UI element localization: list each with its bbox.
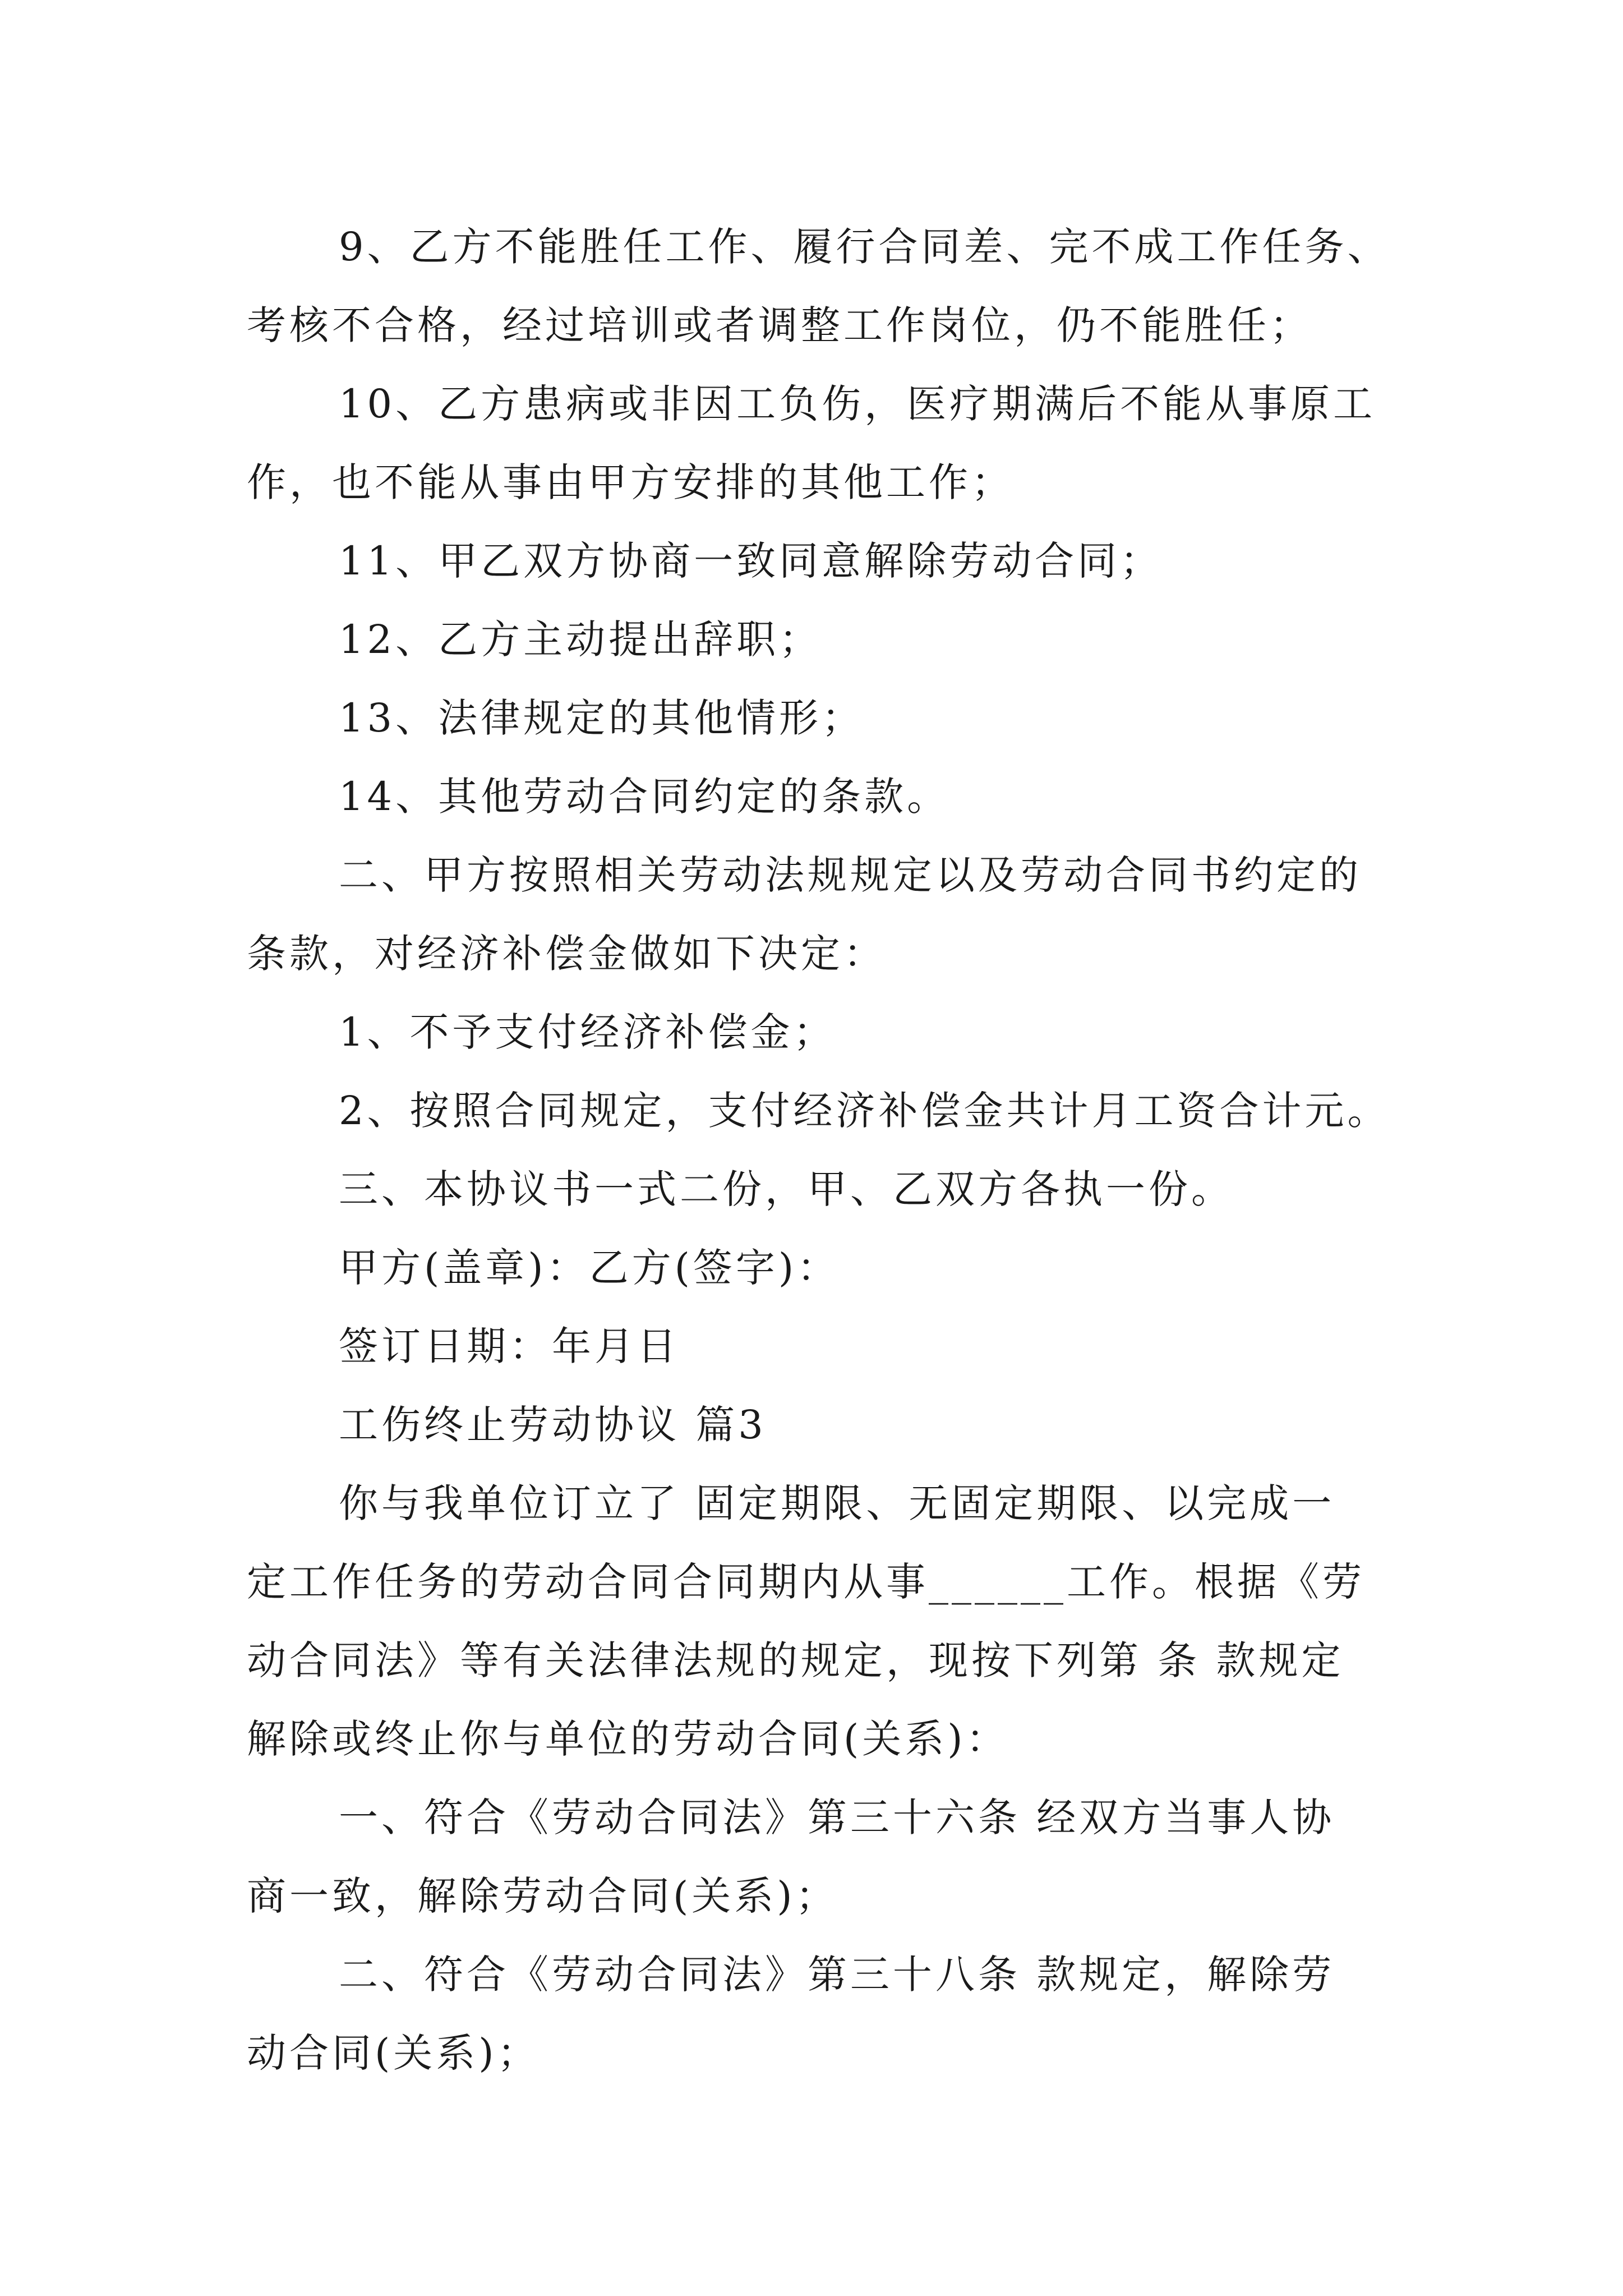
text-line: 二、符合《劳动合同法》第三十八条 款规定，解除劳 (339, 1952, 1335, 1998)
signature-line: 甲方(盖章)：乙方(签字)： (339, 1245, 840, 1291)
text-line: 9、乙方不能胜任工作、履行合同差、完不成工作任务、 (339, 224, 1390, 270)
text-line: 你与我单位订立了 固定期限、无固定期限、以完成一 (339, 1480, 1335, 1526)
text-line: 三、本协议书一式二份，甲、乙双方各执一份。 (339, 1166, 1234, 1212)
text-line: 12、乙方主动提出辞职； (339, 616, 822, 662)
date-line: 签订日期：年月日 (339, 1323, 680, 1369)
text-line: 考核不合格，经过培训或者调整工作岗位，仍不能胜任； (247, 302, 1312, 348)
text-line: 定工作任务的劳动合同合同期内从事______工作。根据《劳 (247, 1559, 1365, 1605)
text-line: 作，也不能从事由甲方安排的其他工作； (247, 459, 1014, 505)
text-line: 1、不予支付经济补偿金； (339, 1009, 836, 1055)
text-line: 二、甲方按照相关劳动法规规定以及劳动合同书约定的 (339, 852, 1362, 898)
text-line: 14、其他劳动合同约定的条款。 (339, 774, 950, 820)
text-line: 一、符合《劳动合同法》第三十六条 经双方当事人协 (339, 1795, 1335, 1841)
text-line: 2、按照合同规定，支付经济补偿金共计月工资合计元。 (339, 1088, 1390, 1134)
text-line: 动合同(关系)； (247, 2030, 540, 2076)
text-line: 条款，对经济补偿金做如下决定： (247, 931, 886, 977)
document-body (247, 208, 1390, 2092)
text-line: 解除或终止你与单位的劳动合同(关系)： (247, 1716, 1009, 1762)
text-line: 11、甲乙双方协商一致同意解除劳动合同； (339, 538, 1163, 584)
text-line: 动合同法》等有关法律法规的规定，现按下列第 条 款规定 (247, 1637, 1344, 1683)
text-line: 10、乙方患病或非因工负伤，医疗期满后不能从事原工 (339, 381, 1376, 427)
section-heading: 工伤终止劳动协议 篇3 (339, 1402, 767, 1448)
text-line: 商一致，解除劳动合同(关系)； (247, 1873, 838, 1919)
text-line: 13、法律规定的其他情形； (339, 695, 865, 741)
